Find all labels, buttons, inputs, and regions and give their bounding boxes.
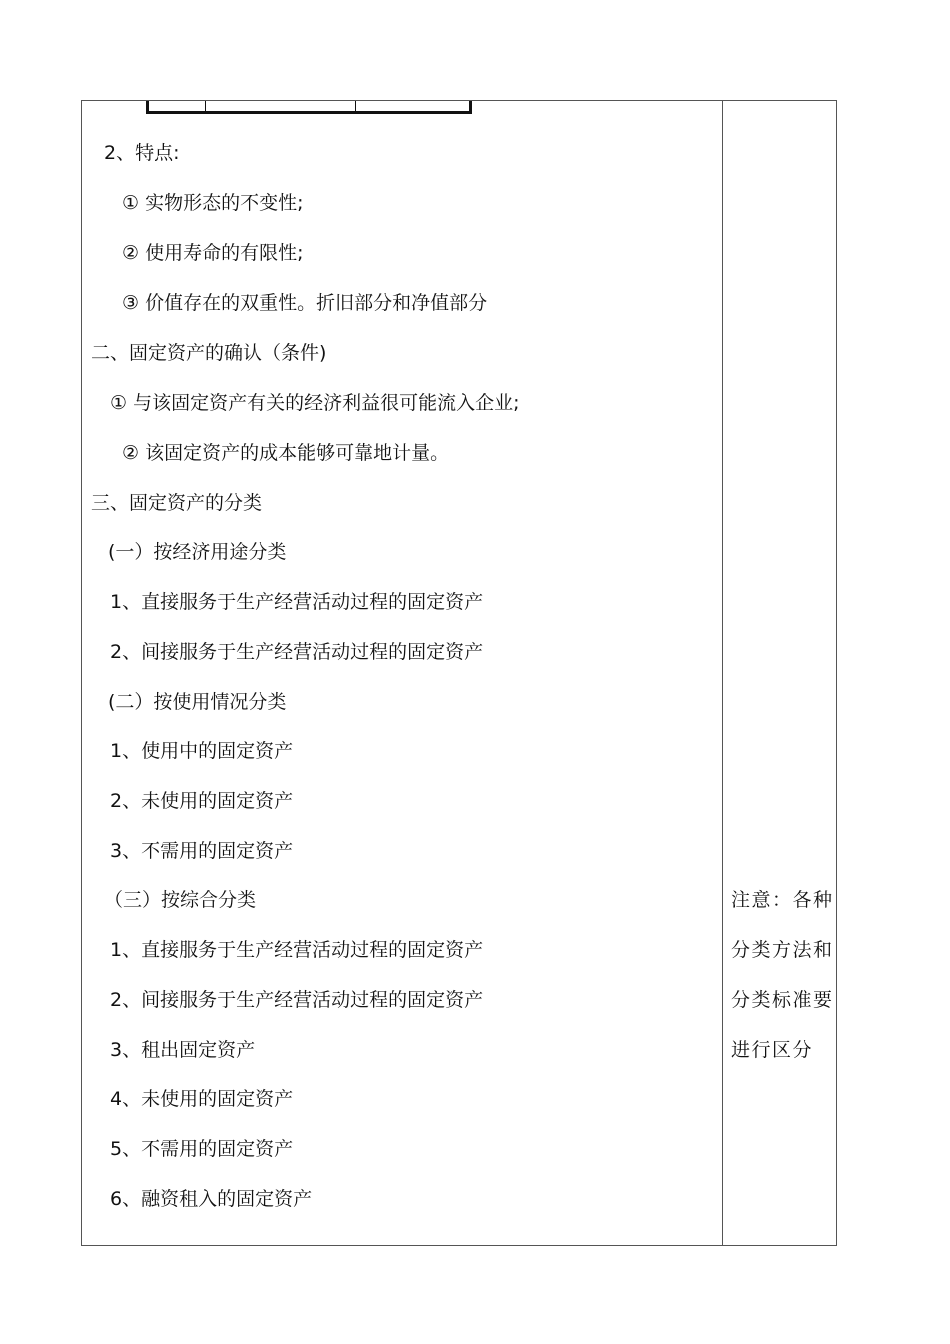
content-table	[81, 100, 837, 1246]
list-item: 2、间接服务于生产经营活动过程的固定资产	[110, 641, 484, 663]
table-fragment-divider	[355, 101, 356, 111]
condition-item-2: ② 该固定资产的成本能够可靠地计量。	[122, 442, 450, 464]
list-item: 1、直接服务于生产经营活动过程的固定资产	[110, 939, 484, 961]
subsection-1-heading: (一）按经济用途分类	[108, 541, 287, 563]
subsection-3-heading: （三）按综合分类	[104, 889, 257, 911]
list-item: 3、租出固定资产	[110, 1039, 256, 1061]
list-item: 1、使用中的固定资产	[110, 740, 294, 762]
list-item: 4、未使用的固定资产	[110, 1088, 294, 1110]
list-item: 2、间接服务于生产经营活动过程的固定资产	[110, 989, 484, 1011]
list-item: 5、不需用的固定资产	[110, 1138, 294, 1160]
column-divider	[722, 101, 723, 1245]
subsection-2-heading: (二）按使用情况分类	[108, 691, 287, 713]
section-2-heading: 二、固定资产的确认（条件)	[91, 342, 327, 364]
section-3-heading: 三、固定资产的分类	[91, 492, 263, 514]
condition-item-1: ① 与该固定资产有关的经济利益很可能流入企业;	[110, 392, 520, 414]
feature-item-1: ① 实物形态的不变性;	[122, 192, 304, 214]
feature-item-2: ② 使用寿命的有限性;	[122, 242, 304, 264]
side-note-line: 注意：各种	[731, 889, 834, 911]
list-item: 2、未使用的固定资产	[110, 790, 294, 812]
side-note-line: 分类标准要	[731, 989, 834, 1011]
side-note-line: 分类方法和	[731, 939, 834, 961]
list-item: 1、直接服务于生产经营活动过程的固定资产	[110, 591, 484, 613]
table-fragment	[146, 101, 472, 114]
table-fragment-divider	[205, 101, 206, 111]
list-item: 6、融资租入的固定资产	[110, 1188, 313, 1210]
features-heading: 2、特点:	[104, 142, 180, 164]
side-note-line: 进行区分	[731, 1039, 814, 1061]
feature-item-3: ③ 价值存在的双重性。折旧部分和净值部分	[122, 292, 488, 314]
list-item: 3、不需用的固定资产	[110, 840, 294, 862]
